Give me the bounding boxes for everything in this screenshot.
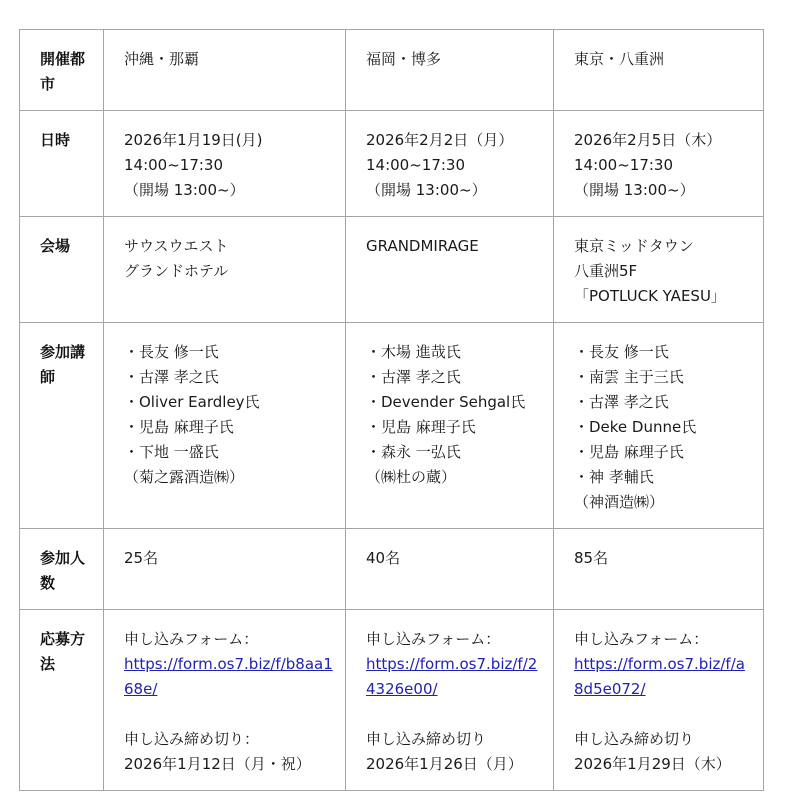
- cell-line: 2026年1月29日（木）: [574, 755, 731, 773]
- table-row-venue: [20, 217, 764, 323]
- cell-application-tokyo: [554, 610, 764, 791]
- cell-capacity-fukuoka: [346, 529, 554, 610]
- cell-line: 14:00~17:30: [366, 156, 466, 174]
- cell-blank-line: [366, 702, 541, 727]
- cell-line: GRANDMIRAGE: [366, 237, 479, 255]
- cell-line: ・児島 麻理子氏: [574, 443, 684, 461]
- cell-line: 申し込みフォーム：: [574, 630, 709, 648]
- cell-line: グランドホテル: [124, 262, 229, 280]
- cell-line: 2026年2月5日（木）: [574, 131, 722, 149]
- cell-line: ・下地 一盛氏: [124, 443, 219, 461]
- cell-line: （開場 13:00~）: [366, 181, 487, 199]
- cell-speakers-okinawa: [104, 323, 346, 529]
- cell-line: （開場 13:00~）: [574, 181, 695, 199]
- cell-capacity-okinawa: [104, 529, 346, 610]
- row-header-venue: 会場: [20, 217, 104, 323]
- cell-datetime-okinawa: [104, 111, 346, 217]
- cell-line: 40名: [366, 549, 401, 567]
- cell-line: 申し込み締め切り: [574, 730, 695, 748]
- cell-line: 14:00~17:30: [124, 156, 224, 174]
- row-header-capacity: 参加人数: [20, 529, 104, 610]
- cell-line: ・長友 修一氏: [574, 343, 669, 361]
- cell-host-city-okinawa: [104, 30, 346, 111]
- cell-venue-tokyo: [554, 217, 764, 323]
- cell-line: ・Devender Sehgal氏: [366, 393, 526, 411]
- cell-line: ・児島 麻理子氏: [366, 418, 476, 436]
- cell-line: ・森永 一弘氏: [366, 443, 461, 461]
- cell-line: ・長友 修一氏: [124, 343, 219, 361]
- cell-line: （菊之露酒造㈱）: [124, 468, 245, 486]
- row-header-application: 応募方法: [20, 610, 104, 791]
- cell-line: 2026年1月12日（月・祝）: [124, 755, 311, 773]
- cell-line: 85名: [574, 549, 609, 567]
- cell-datetime-fukuoka: [346, 111, 554, 217]
- cell-application-okinawa: [104, 610, 346, 791]
- row-header-host-city: 開催都市: [20, 30, 104, 111]
- cell-line: 申し込みフォーム：: [366, 630, 501, 648]
- cell-line: ・Oliver Eardley氏: [124, 393, 260, 411]
- cell-speakers-fukuoka: [346, 323, 554, 529]
- cell-venue-okinawa: [104, 217, 346, 323]
- cell-line: 2026年1月26日（月）: [366, 755, 523, 773]
- cell-line: 「POTLUCK YAESU」: [574, 287, 726, 305]
- cell-line: 東京・八重洲: [574, 50, 665, 68]
- row-header-datetime: 日時: [20, 111, 104, 217]
- cell-blank-line: [124, 702, 333, 727]
- cell-line: 申し込み締め切り: [366, 730, 487, 748]
- cell-line: 2026年1月19日(月): [124, 131, 263, 149]
- cell-line: （神酒造㈱）: [574, 493, 665, 511]
- cell-capacity-tokyo: [554, 529, 764, 610]
- cell-datetime-tokyo: [554, 111, 764, 217]
- cell-line: 申し込み締め切り：: [124, 730, 260, 748]
- cell-host-city-tokyo: [554, 30, 764, 111]
- cell-line: 14:00~17:30: [574, 156, 674, 174]
- cell-line: ・児島 麻理子氏: [124, 418, 234, 436]
- cell-venue-fukuoka: [346, 217, 554, 323]
- table-row-capacity: [20, 529, 764, 610]
- cell-line: （開場 13:00~）: [124, 181, 245, 199]
- table-row-application: [20, 610, 764, 791]
- cell-line: 東京ミッドタウン: [574, 237, 694, 255]
- cell-line: 八重洲5F: [574, 262, 638, 280]
- cell-line: サウスウエスト: [124, 237, 229, 255]
- cell-line: 福岡・博多: [366, 50, 442, 68]
- table-row-speakers: [20, 323, 764, 529]
- cell-blank-line: [574, 702, 751, 727]
- cell-host-city-fukuoka: [346, 30, 554, 111]
- cell-line: ・古澤 孝之氏: [574, 393, 669, 411]
- cell-line: （㈱杜の蔵）: [366, 468, 457, 486]
- cell-speakers-tokyo: [554, 323, 764, 529]
- cell-line: ・木場 進哉氏: [366, 343, 461, 361]
- row-header-speakers: 参加講師: [20, 323, 104, 529]
- cell-line: 沖縄・那覇: [124, 50, 200, 68]
- application-form-link[interactable]: https://form.os7.biz/f/a8d5e072/: [574, 655, 745, 698]
- event-info-table: [19, 29, 764, 791]
- cell-line: 2026年2月2日（月）: [366, 131, 514, 149]
- cell-line: ・Deke Dunne氏: [574, 418, 697, 436]
- cell-line: ・神 孝輔氏: [574, 468, 654, 486]
- cell-line: ・南雲 主于三氏: [574, 368, 684, 386]
- cell-line: ・古澤 孝之氏: [366, 368, 461, 386]
- cell-line: ・古澤 孝之氏: [124, 368, 219, 386]
- table-row-datetime: [20, 111, 764, 217]
- application-form-link[interactable]: https://form.os7.biz/f/24326e00/: [366, 655, 538, 698]
- cell-application-fukuoka: [346, 610, 554, 791]
- cell-line: 25名: [124, 549, 159, 567]
- application-form-link[interactable]: https://form.os7.biz/f/b8aa168e/: [124, 655, 333, 698]
- table-row-host-city: [20, 30, 764, 111]
- cell-line: 申し込みフォーム：: [124, 630, 259, 648]
